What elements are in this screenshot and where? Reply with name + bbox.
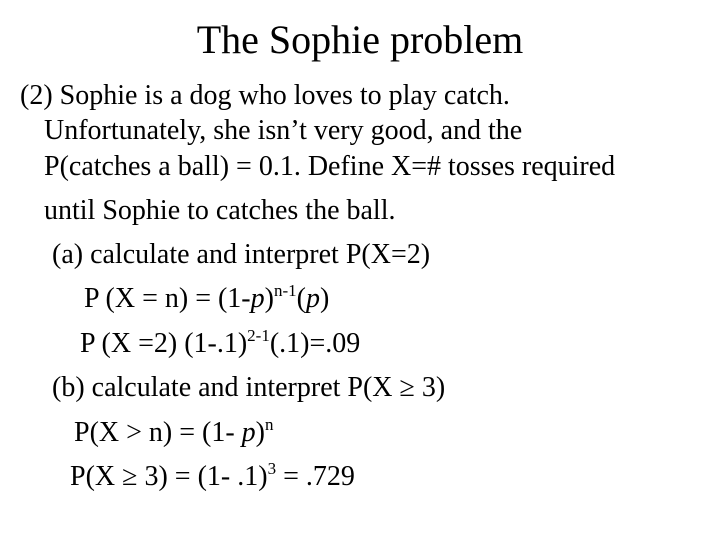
probability-symbol: p <box>305 283 320 314</box>
problem-statement-line-2: Unfortunately, she isn’t very good, and the <box>44 115 523 146</box>
tail-probability-formula <box>74 415 274 451</box>
part-b-prompt: (b) calculate and interpret P(X ≥ 3) <box>52 372 446 403</box>
exponent: 2-1 <box>247 326 270 345</box>
formula-text: P(X > n) = (1- <box>74 417 242 448</box>
geometric-pmf-formula <box>84 281 329 317</box>
probability-symbol: p <box>241 417 256 448</box>
part-a-calculation <box>80 326 360 362</box>
exponent: 3 <box>267 459 277 478</box>
slide-title: The Sophie problem <box>196 17 524 62</box>
calc-text: = .729 <box>276 461 355 492</box>
formula-text: ) <box>264 283 274 314</box>
formula-text: ) <box>319 283 330 314</box>
calc-text: (.1)=.09 <box>269 328 361 359</box>
problem-statement-line-3: P(catches a ball) = 0.1. Define X=# tosses required <box>44 151 616 182</box>
part-b-calculation <box>70 459 355 495</box>
problem-statement-line-4: until Sophie to catches the ball. <box>44 195 396 226</box>
formula-text: ) <box>255 417 265 448</box>
part-a-prompt: (a) calculate and interpret P(X=2) <box>52 239 431 270</box>
probability-symbol: p <box>250 283 265 314</box>
formula-text: ( <box>296 283 306 314</box>
calc-text: P (X =2) (1-.1) <box>80 328 248 359</box>
exponent: n-1 <box>273 281 297 300</box>
exponent: n <box>265 415 274 434</box>
calc-text: P(X ≥ 3) = (1- .1) <box>70 461 268 492</box>
formula-text: P (X = n) = (1- <box>84 283 251 314</box>
problem-statement-line-1: (2) Sophie is a dog who loves to play catch. <box>20 80 510 111</box>
